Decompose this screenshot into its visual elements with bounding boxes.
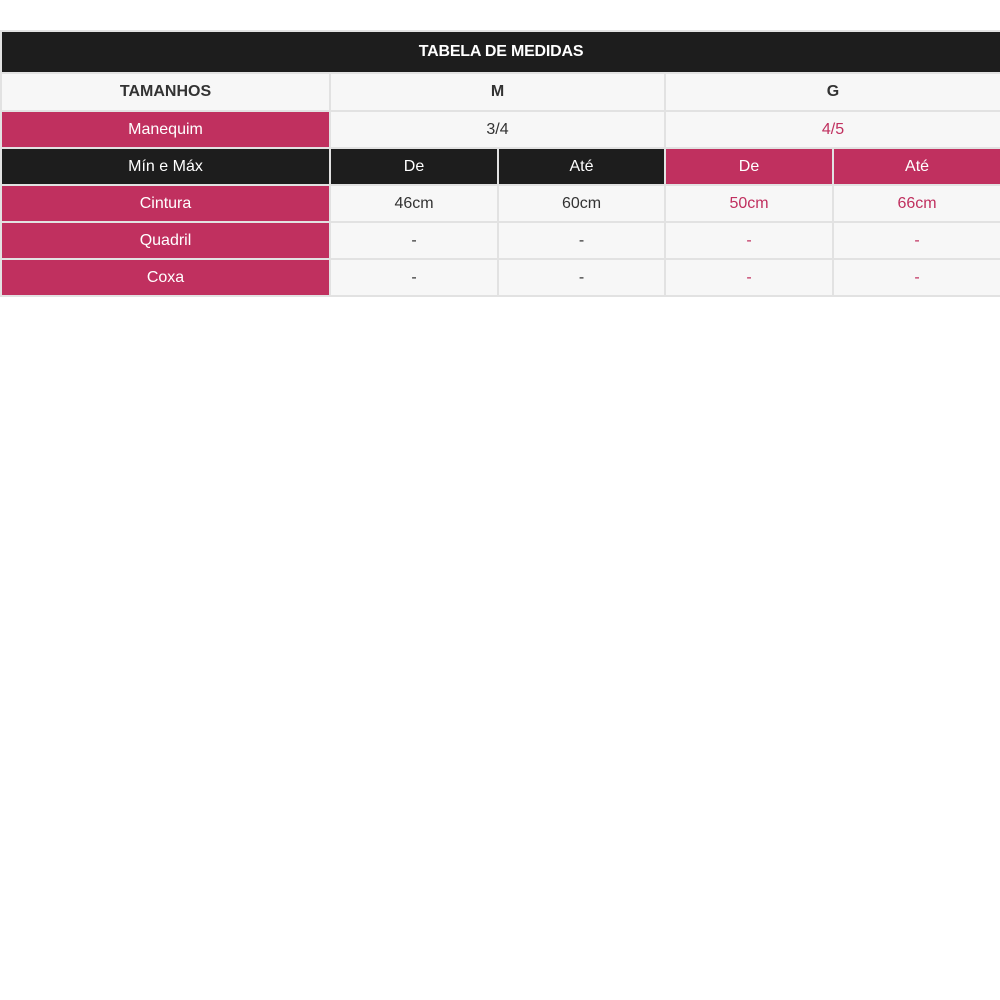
row-label-hip: Quadril (1, 222, 330, 259)
range-m-from: De (330, 148, 498, 185)
size-chart-table (0, 30, 1000, 297)
waist-m-from: 46cm (330, 185, 498, 222)
waist-m-to: 60cm (498, 185, 665, 222)
sizes-header-label: TAMANHOS (1, 73, 330, 111)
row-label-thigh: Coxa (1, 259, 330, 296)
mannequin-g-value: 4/5 (665, 111, 1000, 148)
thigh-m-from: - (330, 259, 498, 296)
table-row (1, 185, 1000, 222)
thigh-m-to: - (498, 259, 665, 296)
hip-g-from: - (665, 222, 833, 259)
table-title: TABELA DE MEDIDAS (1, 31, 1000, 73)
thigh-g-to: - (833, 259, 1000, 296)
range-header-row (1, 148, 1000, 185)
range-label: Mín e Máx (1, 148, 330, 185)
range-g-to: Até (833, 148, 1000, 185)
table-row (1, 259, 1000, 296)
size-g-header: G (665, 73, 1000, 111)
title-row (1, 31, 1000, 73)
thigh-g-from: - (665, 259, 833, 296)
mannequin-label: Manequim (1, 111, 330, 148)
table-row (1, 222, 1000, 259)
range-g-from: De (665, 148, 833, 185)
range-m-to: Até (498, 148, 665, 185)
size-m-header: M (330, 73, 665, 111)
mannequin-m-value: 3/4 (330, 111, 665, 148)
hip-m-to: - (498, 222, 665, 259)
waist-g-to: 66cm (833, 185, 1000, 222)
mannequin-row (1, 111, 1000, 148)
hip-g-to: - (833, 222, 1000, 259)
hip-m-from: - (330, 222, 498, 259)
waist-g-from: 50cm (665, 185, 833, 222)
sizes-header-row (1, 73, 1000, 111)
row-label-waist: Cintura (1, 185, 330, 222)
